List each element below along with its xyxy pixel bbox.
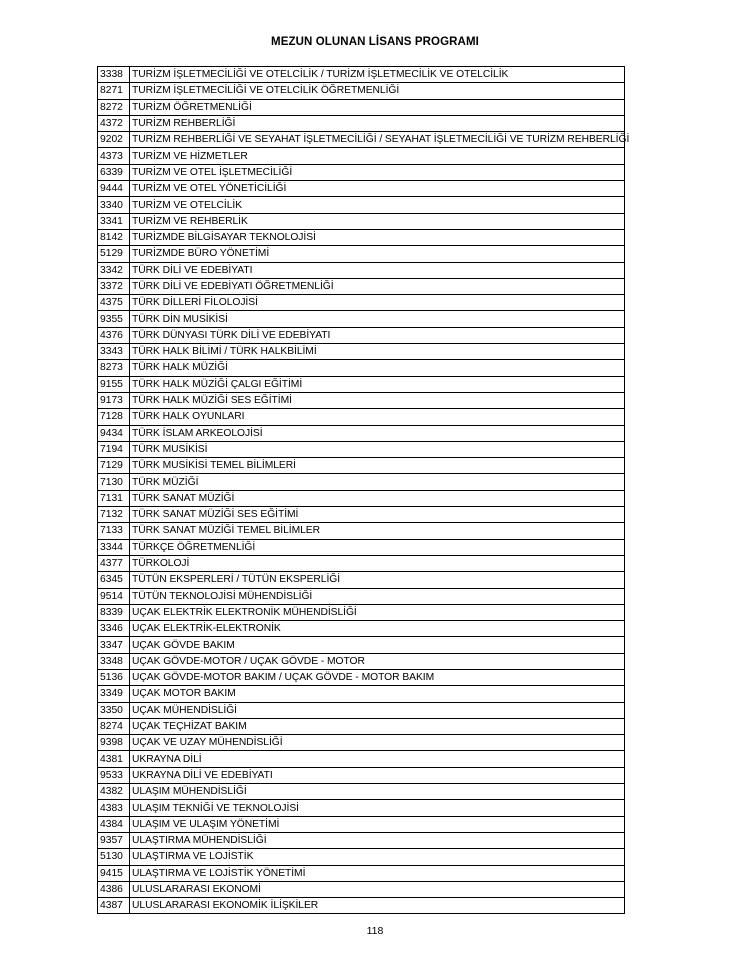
- program-code: 3344: [98, 539, 130, 555]
- program-code: 8142: [98, 229, 130, 245]
- table-row: [98, 246, 625, 262]
- program-name: TÜRK SANAT MÜZİĞİ SES EĞİTİMİ: [130, 507, 625, 523]
- program-code: 9355: [98, 311, 130, 327]
- table-row: [98, 409, 625, 425]
- program-table: [97, 66, 630, 914]
- program-name: TÜTÜN TEKNOLOJİSİ MÜHENDİSLİĞİ: [130, 588, 625, 604]
- table-row: [98, 816, 625, 832]
- table-row: [98, 99, 625, 115]
- program-name: ULUSLARARASI EKONOMİK İLİŞKİLER: [130, 898, 625, 914]
- table-row: [98, 458, 625, 474]
- program-code: 7128: [98, 409, 130, 425]
- program-name: UÇAK VE UZAY MÜHENDİSLİĞİ: [130, 735, 625, 751]
- table-row: [98, 865, 625, 881]
- table-row: [98, 490, 625, 506]
- table-row: [98, 67, 625, 83]
- program-code: 4375: [98, 295, 130, 311]
- program-code: 3349: [98, 686, 130, 702]
- program-name: TÜRK İSLAM ARKEOLOJİSİ: [130, 425, 625, 441]
- program-name: UÇAK ELEKTRİK-ELEKTRONİK: [130, 621, 625, 637]
- program-name: ULAŞTIRMA MÜHENDİSLİĞİ: [130, 832, 625, 848]
- table-row: [98, 653, 625, 669]
- program-name: TÜTÜN EKSPERLERİ / TÜTÜN EKSPERLİĞİ: [130, 572, 625, 588]
- table-row: [98, 849, 625, 865]
- table-row: [98, 572, 625, 588]
- program-name: UKRAYNA DİLİ: [130, 751, 625, 767]
- program-name: UÇAK GÖVDE-MOTOR / UÇAK GÖVDE - MOTOR: [130, 653, 625, 669]
- table-row: [98, 229, 625, 245]
- table-row: [98, 588, 625, 604]
- table-row: [98, 311, 625, 327]
- program-code: 9202: [98, 132, 130, 148]
- table-row: [98, 148, 625, 164]
- table-row: [98, 523, 625, 539]
- program-code: 4387: [98, 898, 130, 914]
- program-name: TURİZM ÖĞRETMENLİĞİ: [130, 99, 625, 115]
- program-code: 7133: [98, 523, 130, 539]
- table-row: [98, 327, 625, 343]
- table-row: [98, 751, 625, 767]
- program-name: UKRAYNA DİLİ VE EDEBİYATI: [130, 767, 625, 783]
- program-code: 9415: [98, 865, 130, 881]
- program-name: TÜRK HALK MÜZİĞİ: [130, 360, 625, 376]
- program-code: 8273: [98, 360, 130, 376]
- page-title: MEZUN OLUNAN LİSANS PROGRAMI: [271, 36, 479, 48]
- program-name: TÜRK MUSİKİSİ: [130, 441, 625, 457]
- table-row: [98, 702, 625, 718]
- program-code: 7130: [98, 474, 130, 490]
- program-name: TURİZM REHBERLİĞİ: [130, 115, 625, 131]
- table-row: [98, 197, 625, 213]
- program-name: TURİZM VE OTELCİLİK: [130, 197, 625, 213]
- table-row: [98, 735, 625, 751]
- table-row: [98, 295, 625, 311]
- table-row: [98, 718, 625, 734]
- table-row: [98, 164, 625, 180]
- table-row: [98, 767, 625, 783]
- program-name: TÜRK DİLİ VE EDEBİYATI: [130, 262, 625, 278]
- program-code: 3338: [98, 67, 130, 83]
- table-row: [98, 360, 625, 376]
- table-row: [98, 376, 625, 392]
- program-name: ULAŞIM TEKNİĞİ VE TEKNOLOJİSİ: [130, 800, 625, 816]
- program-name: ULAŞIM VE ULAŞIM YÖNETİMİ: [130, 816, 625, 832]
- program-code: 8271: [98, 83, 130, 99]
- table-row: [98, 507, 625, 523]
- program-name: ULAŞIM MÜHENDİSLİĞİ: [130, 784, 625, 800]
- program-name: UÇAK GÖVDE BAKIM: [130, 637, 625, 653]
- program-name: TURİZM İŞLETMECİLİĞİ VE OTELCİLİK / TURİZM İŞLETMECİLİK VE OTELCİLİK: [130, 67, 625, 83]
- program-name: TURİZM VE OTEL YÖNETİCİLİĞİ: [130, 181, 625, 197]
- program-name: TURİZM REHBERLİĞİ VE SEYAHAT İŞLETMECİLİĞİ / SEYAHAT İŞLETMECİLİĞİ VE TURİZM REHBERLİĞİ: [130, 132, 625, 148]
- table-row: [98, 621, 625, 637]
- table-row: [98, 441, 625, 457]
- table-row: [98, 344, 625, 360]
- program-name: TÜRK HALK MÜZİĞİ ÇALGI EĞİTİMİ: [130, 376, 625, 392]
- program-code: 3340: [98, 197, 130, 213]
- program-name: TURİZM İŞLETMECİLİĞİ VE OTELCİLİK ÖĞRETMENLİĞİ: [130, 83, 625, 99]
- program-code: 4382: [98, 784, 130, 800]
- program-name: TÜRK MUSİKİSİ TEMEL BİLİMLERİ: [130, 458, 625, 474]
- program-code: 6345: [98, 572, 130, 588]
- table-row: [98, 637, 625, 653]
- table-row: [98, 262, 625, 278]
- program-name: UÇAK ELEKTRİK ELEKTRONİK MÜHENDİSLİĞİ: [130, 604, 625, 620]
- program-code: 5129: [98, 246, 130, 262]
- table-row: [98, 115, 625, 131]
- program-name: UÇAK MOTOR BAKIM: [130, 686, 625, 702]
- program-code: 7129: [98, 458, 130, 474]
- program-name: TURİZMDE BÜRO YÖNETİMİ: [130, 246, 625, 262]
- program-code: 3342: [98, 262, 130, 278]
- table-row: [98, 669, 625, 685]
- program-code: 9357: [98, 832, 130, 848]
- program-code: 3372: [98, 278, 130, 294]
- table-row: [98, 132, 625, 148]
- program-name: TURİZM VE HİZMETLER: [130, 148, 625, 164]
- page-number: 118: [366, 925, 384, 937]
- program-code: 4376: [98, 327, 130, 343]
- program-code: 4383: [98, 800, 130, 816]
- program-code: 9514: [98, 588, 130, 604]
- program-code: 8339: [98, 604, 130, 620]
- program-code: 3341: [98, 213, 130, 229]
- table-row: [98, 898, 625, 914]
- table-row: [98, 555, 625, 571]
- program-code: 9444: [98, 181, 130, 197]
- program-name: ULAŞTIRMA VE LOJİSTİK: [130, 849, 625, 865]
- program-code: 5130: [98, 849, 130, 865]
- program-name: UÇAK MÜHENDİSLİĞİ: [130, 702, 625, 718]
- table-row: [98, 474, 625, 490]
- program-name: UÇAK TEÇHİZAT BAKIM: [130, 718, 625, 734]
- program-name: ULUSLARARASI EKONOMİ: [130, 881, 625, 897]
- program-name: TÜRK SANAT MÜZİĞİ TEMEL BİLİMLER: [130, 523, 625, 539]
- program-code: 3343: [98, 344, 130, 360]
- program-name: TURİZMDE BİLGİSAYAR TEKNOLOJİSİ: [130, 229, 625, 245]
- table-row: [98, 83, 625, 99]
- table-row: [98, 832, 625, 848]
- program-code: 3346: [98, 621, 130, 637]
- program-code: 8272: [98, 99, 130, 115]
- program-code: 9533: [98, 767, 130, 783]
- program-code: 5136: [98, 669, 130, 685]
- table-row: [98, 784, 625, 800]
- program-name: TÜRK DİLİ VE EDEBİYATI ÖĞRETMENLİĞİ: [130, 278, 625, 294]
- table-row: [98, 604, 625, 620]
- table-row: [98, 800, 625, 816]
- program-code: 6339: [98, 164, 130, 180]
- program-code: 4377: [98, 555, 130, 571]
- program-code: 8274: [98, 718, 130, 734]
- program-table-body: [98, 67, 630, 914]
- program-name: TÜRK MÜZİĞİ: [130, 474, 625, 490]
- program-name: ULAŞTIRMA VE LOJİSTİK YÖNETİMİ: [130, 865, 625, 881]
- program-name: TÜRK HALK MÜZİĞİ SES EĞİTİMİ: [130, 392, 625, 408]
- table-row: [98, 539, 625, 555]
- program-code: 7132: [98, 507, 130, 523]
- program-name: UÇAK GÖVDE-MOTOR BAKIM / UÇAK GÖVDE - MOTOR BAKIM: [130, 669, 625, 685]
- program-code: 9173: [98, 392, 130, 408]
- program-code: 4381: [98, 751, 130, 767]
- program-name: TÜRK DİN MUSİKİSİ: [130, 311, 625, 327]
- program-code: 4386: [98, 881, 130, 897]
- program-name: TÜRK SANAT MÜZİĞİ: [130, 490, 625, 506]
- program-name: TÜRKOLOJİ: [130, 555, 625, 571]
- program-name: TÜRK HALK OYUNLARI: [130, 409, 625, 425]
- table-row: [98, 181, 625, 197]
- program-code: 4372: [98, 115, 130, 131]
- table-row: [98, 881, 625, 897]
- program-code: 7194: [98, 441, 130, 457]
- program-name: TURİZM VE REHBERLİK: [130, 213, 625, 229]
- program-name: TÜRK HALK BİLİMİ / TÜRK HALKBİLİMİ: [130, 344, 625, 360]
- table-row: [98, 278, 625, 294]
- program-name: TURİZM VE OTEL İŞLETMECİLİĞİ: [130, 164, 625, 180]
- program-name: TÜRK DİLLERİ FİLOLOJİSİ: [130, 295, 625, 311]
- program-code: 3347: [98, 637, 130, 653]
- program-name: TÜRKÇE ÖĞRETMENLİĞİ: [130, 539, 625, 555]
- table-row: [98, 686, 625, 702]
- table-row: [98, 425, 625, 441]
- program-code: 7131: [98, 490, 130, 506]
- table-row: [98, 392, 625, 408]
- program-code: 4373: [98, 148, 130, 164]
- program-code: 3350: [98, 702, 130, 718]
- program-code: 9434: [98, 425, 130, 441]
- program-code: 9398: [98, 735, 130, 751]
- program-code: 9155: [98, 376, 130, 392]
- table-row: [98, 213, 625, 229]
- program-code: 4384: [98, 816, 130, 832]
- program-code: 3348: [98, 653, 130, 669]
- program-name: TÜRK DÜNYASI TÜRK DİLİ VE EDEBİYATI: [130, 327, 625, 343]
